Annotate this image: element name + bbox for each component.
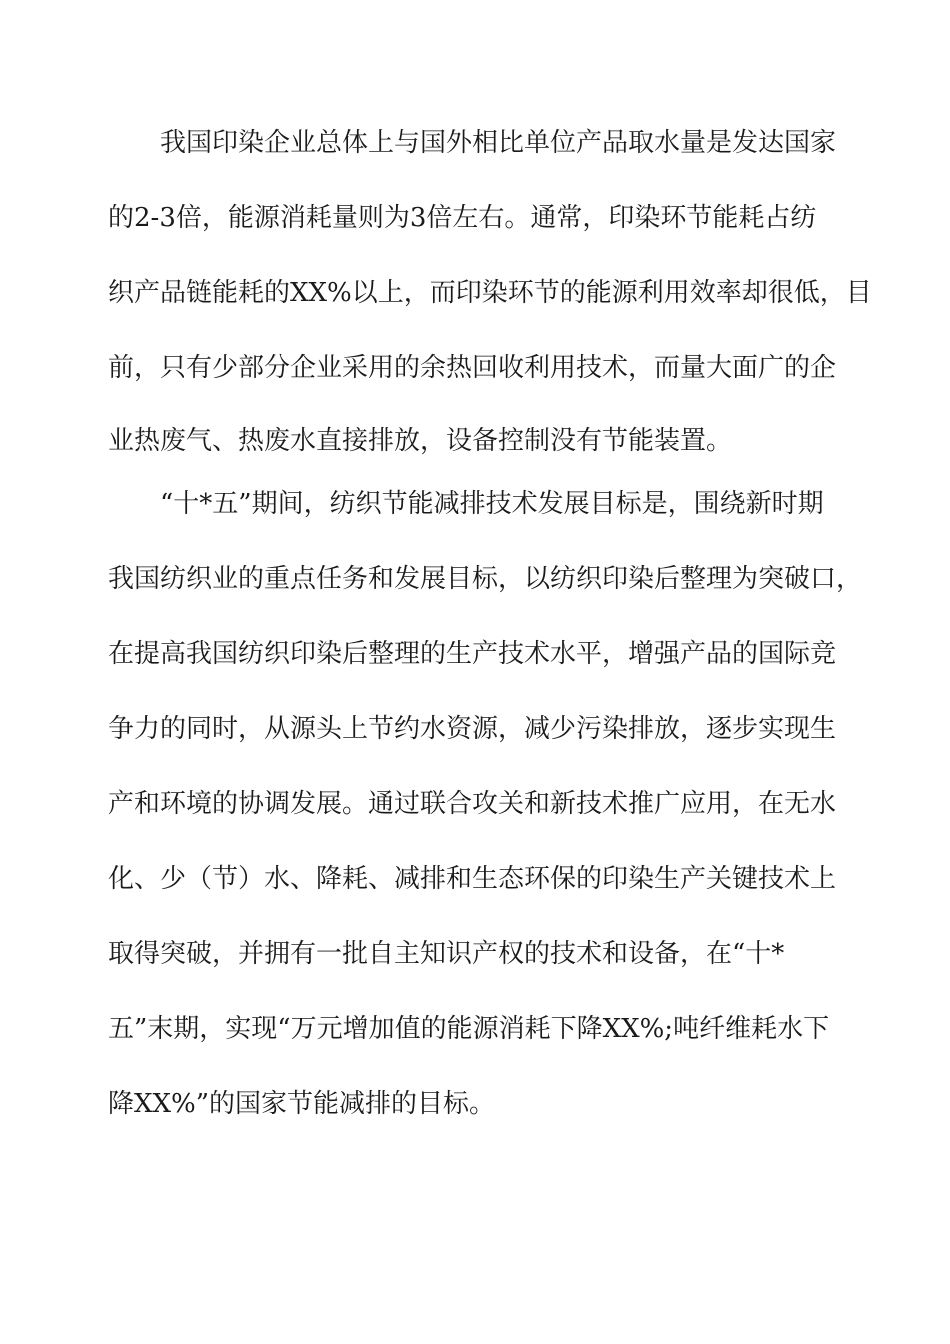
paragraph-2-line-8: 五”末期，实现“万元增加值的能源消耗下降XX%;吨纤维耗水下 [108, 1014, 830, 1044]
paragraph-1-line-5: 业热废气、热废水直接排放，设备控制没有节能装置。 [108, 426, 733, 456]
paragraph-1-line-4: 前，只有少部分企业采用的余热回收利用技术，而量大面广的企 [108, 353, 837, 383]
paragraph-2-line-9: 降XX%”的国家节能减排的目标。 [108, 1089, 496, 1119]
paragraph-2-line-4: 争力的同时，从源头上节约水资源，减少污染排放，逐步实现生 [108, 714, 837, 744]
paragraph-1-line-1: 我国印染企业总体上与国外相比单位产品取水量是发达国家 [160, 128, 837, 158]
paragraph-2-line-6: 化、少（节）水、降耗、减排和生态环保的印染生产关键技术上 [108, 864, 837, 894]
paragraph-2-line-2: 我国纺织业的重点任务和发展目标，以纺织印染后整理为突破口， [108, 564, 863, 594]
paragraph-2-line-1: “十*五”期间，纺织节能减排技术发展目标是，围绕新时期 [160, 489, 824, 519]
paragraph-2-line-3: 在提高我国纺织印染后整理的生产技术水平，增强产品的国际竞 [108, 639, 837, 669]
paragraph-1-line-2: 的2-3倍，能源消耗量则为3倍左右。通常，印染环节能耗占纺 [108, 203, 817, 233]
paragraph-1-line-3: 织产品链能耗的XX%以上，而印染环节的能源利用效率却很低，目 [108, 278, 872, 308]
paragraph-2-line-5: 产和环境的协调发展。通过联合攻关和新技术推广应用，在无水 [108, 789, 837, 819]
paragraph-2-line-7: 取得突破，并拥有一批自主知识产权的技术和设备，在“十* [108, 939, 785, 969]
